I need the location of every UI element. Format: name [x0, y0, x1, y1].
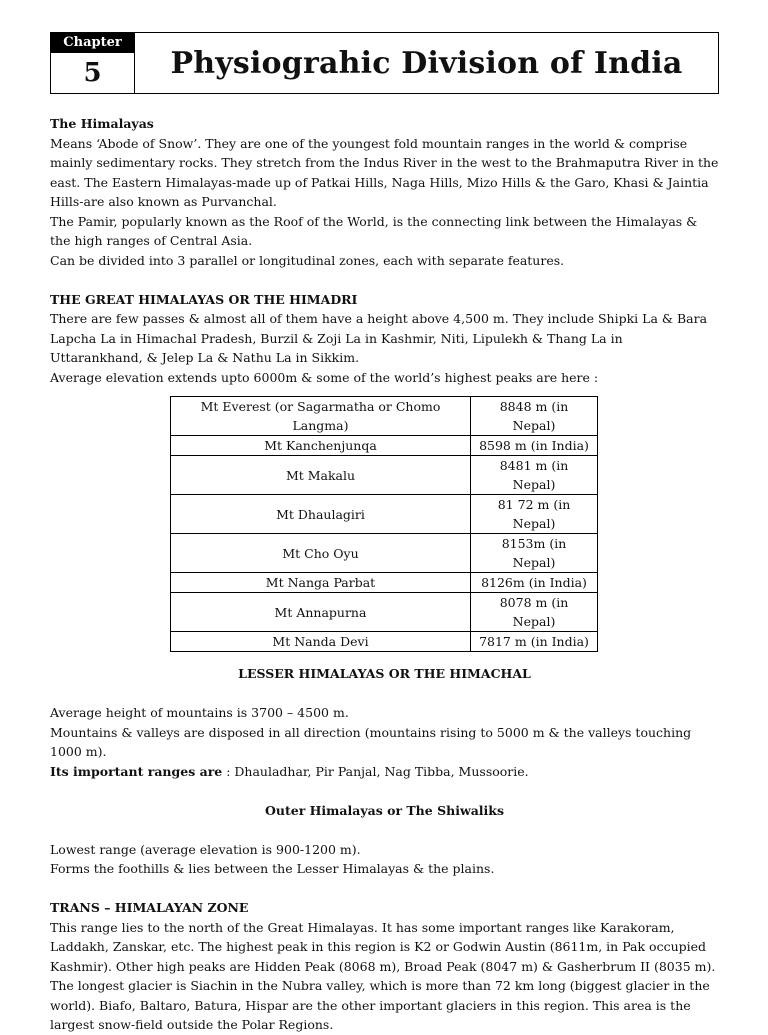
- paragraph: Mountains & valleys are disposed in all direction (mountains rising to 5000 m & the valleys touching 1000 m).: [50, 724, 692, 759]
- peak-height: 8153m (in Nepal): [471, 534, 598, 573]
- section-heading-lesser-himalayas: LESSER HIMALAYAS OR THE HIMACHAL: [238, 666, 531, 681]
- chapter-box: [51, 33, 135, 93]
- table-row: [171, 573, 598, 593]
- peak-height: 81 72 m (in Nepal): [471, 495, 598, 534]
- document-page: [50, 32, 719, 1035]
- peak-height: 8078 m (in Nepal): [471, 593, 598, 632]
- peak-name: Mt Kanchenjunqa: [171, 436, 471, 456]
- paragraph: Can be divided into 3 parallel or longitudinal zones, each with separate features.: [50, 252, 565, 268]
- paragraph: [50, 762, 719, 782]
- chapter-number: 5: [83, 58, 102, 88]
- peak-height: 8481 m (in Nepal): [471, 456, 598, 495]
- peak-height: 7817 m (in India): [471, 632, 598, 652]
- peak-height: 8126m (in India): [471, 573, 598, 593]
- table-row: [171, 632, 598, 652]
- document-body: [50, 114, 719, 1035]
- section-heading-trans-himalayan: TRANS – HIMALAYAN ZONE: [50, 900, 249, 915]
- chapter-label: Chapter: [51, 33, 134, 53]
- ranges-label: Its important ranges are: [50, 763, 223, 779]
- peak-name: Mt Annapurna: [171, 593, 471, 632]
- peak-name: Mt Everest (or Sagarmatha or Chomo Langma): [171, 397, 471, 436]
- table-row: [171, 593, 598, 632]
- paragraph: The longest glacier is Siachin in the Nubra valley, which is more than 72 km long (biggest glacier in the world). Biafo, Baltaro, Batura, Hispar are the other important glaciers in this region. This area is the largest snow-field outside the Polar Regions.: [50, 978, 710, 1032]
- paragraph: This range lies to the north of the Great Himalayas. It has some important ranges like Karakoram, Laddakh, Zanskar, etc. The highest peak in this region is K2 or Godwin Austin (8611m, in Pak occupied Kashmir). Other high peaks are Hidden Peak (8068 m), Broad Peak (8047 m) & Gasherbrum II (8035 m).: [50, 919, 716, 974]
- paragraph: Means ‘Abode of Snow’. They are one of the youngest fold mountain ranges in the world & comprise mainly sedimentary rocks. They stretch from the Indus River in the west to the Brahmaputra River in the east. The Eastern Himalayas-made up of Patkai Hills, Naga Hills, Mizo Hills & the Garo, Khasi & Jaintia Hills-are also known as Purvanchal.: [50, 135, 719, 209]
- peaks-table: [170, 396, 598, 652]
- table-row: [171, 436, 598, 456]
- chapter-header: [50, 32, 719, 94]
- table-row: [171, 534, 598, 573]
- table-row: [171, 397, 598, 436]
- paragraph: Lowest range (average elevation is 900-1200 m).: [50, 841, 361, 857]
- paragraph: Forms the foothills & lies between the Lesser Himalayas & the plains.: [50, 861, 495, 876]
- table-row: [171, 495, 598, 534]
- peak-name: Mt Dhaulagiri: [171, 495, 471, 534]
- paragraph: The Pamir, popularly known as the Roof of the World, is the connecting link between the Himalayas & the high ranges of Central Asia.: [50, 213, 698, 248]
- paragraph: Average height of mountains is 3700 – 4500 m.: [50, 705, 349, 720]
- ranges-text: : Dhauladhar, Pir Panjal, Nag Tibba, Mussoorie.: [222, 763, 529, 779]
- section-heading-outer-himalayas: Outer Himalayas or The Shiwaliks: [264, 802, 504, 818]
- peak-height: 8848 m (in Nepal): [471, 397, 598, 436]
- peak-name: Mt Cho Oyu: [171, 534, 471, 573]
- peak-height: 8598 m (in India): [471, 436, 598, 456]
- peak-name: Mt Nanga Parbat: [171, 573, 471, 593]
- section-heading-great-himalayas: THE GREAT HIMALAYAS OR THE HIMADRI: [50, 291, 358, 307]
- paragraph: Average elevation extends upto 6000m & some of the world’s highest peaks are here :: [50, 369, 599, 385]
- table-row: [171, 456, 598, 495]
- peak-name: Mt Nanda Devi: [171, 632, 471, 652]
- page-title: Physiograhic Division of India: [170, 45, 683, 81]
- paragraph: There are few passes & almost all of them have a height above 4,500 m. They include Shipki La & Bara Lapcha La in Himachal Pradesh, Burzil & Zoji La in Kashmir, Niti, Lipulekh & Thang La in Uttarankhand, & Jelep La & Nathu La in Sikkim.: [50, 311, 708, 365]
- section-heading-himalayas: The Himalayas: [50, 116, 154, 131]
- peak-name: Mt Makalu: [171, 456, 471, 495]
